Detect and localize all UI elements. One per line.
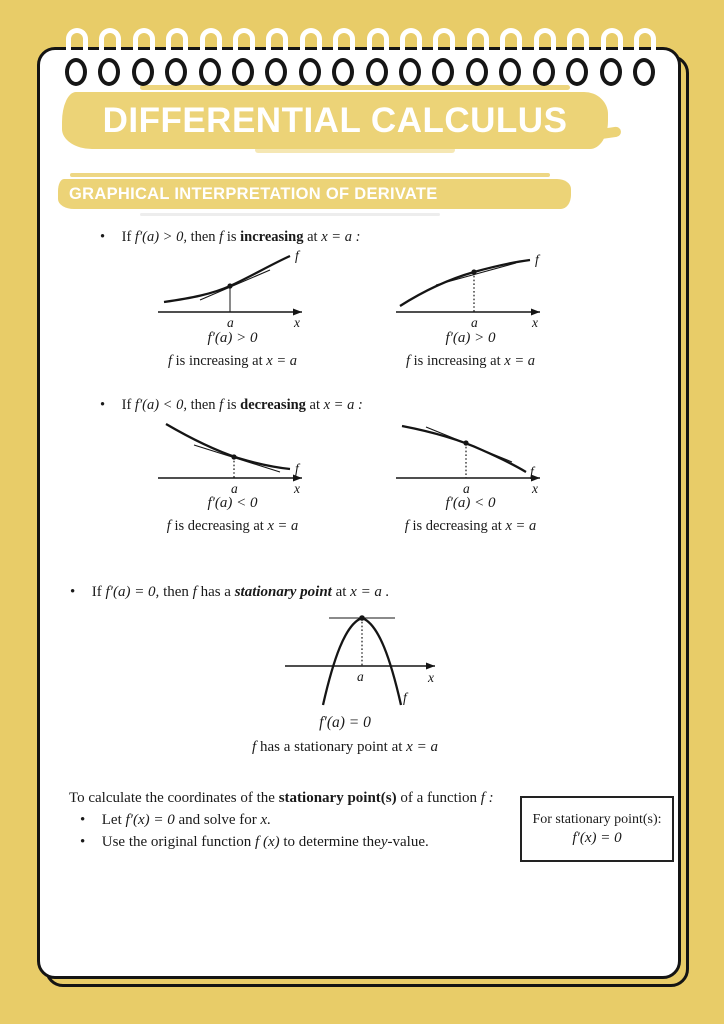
title-banner	[62, 92, 608, 149]
bullet-marker	[70, 584, 88, 601]
math-expression: x = a .	[350, 584, 390, 600]
binder-ring-icon	[533, 58, 555, 86]
math-expression: x.	[260, 812, 271, 828]
binder-loop-icon	[99, 28, 121, 61]
math-expression: x = a :	[323, 397, 363, 413]
curve-f-label: f	[295, 250, 299, 263]
keyword-bold: increasing	[240, 229, 304, 245]
math-expression: f (x)	[255, 834, 280, 850]
text-fragment: If	[121, 229, 132, 245]
caption-sentence: f is decreasing at x = a	[404, 518, 537, 534]
binder-ring-icon	[499, 58, 521, 86]
axis-a-label: a	[227, 315, 234, 330]
page-title: DIFFERENTIAL CALCULUS	[102, 100, 568, 140]
stationary-point-rule-box	[520, 796, 674, 862]
binder-ring-icon	[633, 58, 655, 86]
text-fragment: at	[307, 229, 318, 245]
text-fragment: -value.	[387, 834, 429, 850]
caption-expression: f′(a) > 0	[445, 330, 496, 346]
math-expression: f	[219, 229, 224, 245]
math-expression: f′(a) < 0,	[134, 397, 187, 413]
bullet-marker	[80, 812, 98, 829]
binder-loop-icon	[567, 28, 589, 61]
text-fragment: is	[226, 397, 237, 413]
caption-expression: f′(a) < 0	[445, 495, 496, 511]
section-underline-decoration	[140, 213, 440, 216]
text-fragment: has a	[200, 584, 231, 600]
text-fragment: then	[190, 229, 216, 245]
binding-rings	[64, 28, 654, 86]
axis-x-label: x	[428, 670, 434, 685]
binder-loop-icon	[367, 28, 389, 61]
axis-a-label: a	[471, 315, 478, 330]
binder-loop-icon	[601, 28, 623, 61]
section-streak-decoration	[70, 173, 550, 177]
axis-x-label: x	[532, 315, 538, 330]
binder-ring-icon	[566, 58, 588, 86]
binder-loop-icon	[200, 28, 222, 61]
procedure-intro	[69, 790, 494, 807]
axis-a-label: a	[463, 481, 470, 496]
binder-ring-icon	[332, 58, 354, 86]
bullet-marker	[100, 397, 118, 414]
binder-loop-icon	[133, 28, 155, 61]
graph-stationary-point-parabola	[283, 603, 445, 715]
procedure-step-2	[80, 834, 429, 851]
binder-ring-icon	[366, 58, 388, 86]
math-expression: f′(a) > 0,	[134, 229, 187, 245]
bullet-stationary-rule	[70, 584, 389, 601]
curve-f-label: f	[535, 252, 539, 267]
text-fragment: at	[309, 397, 320, 413]
math-expression: f′(x) = 0	[125, 812, 175, 828]
binder-ring-icon	[98, 58, 120, 86]
binder-loop-icon	[300, 28, 322, 61]
section-banner	[58, 179, 571, 209]
axis-x-label: x	[532, 481, 538, 496]
text-fragment: If	[91, 584, 102, 600]
caption-expression: f′(a) = 0	[319, 714, 371, 731]
caption-expression: f′(a) > 0	[207, 330, 258, 346]
rule-box-formula: f′(x) = 0	[572, 829, 622, 846]
binder-ring-icon	[466, 58, 488, 86]
keyword-bold: stationary point(s)	[278, 790, 397, 806]
math-expression: f	[219, 397, 224, 413]
binder-ring-icon	[432, 58, 454, 86]
binder-ring-icon	[132, 58, 154, 86]
text-fragment: of a function	[400, 790, 478, 806]
binder-loop-icon	[433, 28, 455, 61]
binder-ring-icon	[65, 58, 87, 86]
text-fragment: Let	[101, 812, 122, 828]
binder-ring-icon	[299, 58, 321, 86]
bullet-increasing-rule	[100, 229, 360, 246]
caption-sentence: f has a stationary point at x = a	[252, 739, 438, 755]
math-expression: f	[192, 584, 197, 600]
rule-box-title: For stationary point(s):	[532, 811, 662, 827]
binder-loop-icon	[333, 28, 355, 61]
curve-f-label: f	[295, 461, 299, 476]
curve-f-label: f	[530, 464, 534, 479]
keyword-bold-italic: stationary point	[234, 584, 332, 600]
axis-x-label: x	[294, 481, 300, 496]
caption-sentence: f is decreasing at x = a	[166, 518, 299, 534]
text-fragment: is	[226, 229, 237, 245]
bullet-marker	[80, 834, 98, 851]
binder-ring-icon	[232, 58, 254, 86]
bullet-decreasing-rule	[100, 397, 363, 414]
math-expression: f′(a) = 0,	[105, 584, 160, 600]
keyword-bold: decreasing	[240, 397, 306, 413]
binder-loop-icon	[534, 28, 556, 61]
axis-a-label: a	[357, 669, 364, 684]
text-fragment: then	[190, 397, 216, 413]
bullet-marker	[100, 229, 118, 246]
binder-ring-icon	[600, 58, 622, 86]
binder-loop-icon	[233, 28, 255, 61]
caption-expression: f′(a) < 0	[207, 495, 258, 511]
procedure-step-1	[80, 812, 271, 829]
section-title: GRAPHICAL INTERPRETATION OF DERIVATE	[69, 184, 438, 203]
text-fragment: If	[121, 397, 132, 413]
text-fragment: at	[335, 584, 347, 600]
math-expression: y	[380, 834, 388, 850]
binder-loop-icon	[467, 28, 489, 61]
binder-loop-icon	[500, 28, 522, 61]
binder-ring-icon	[165, 58, 187, 86]
text-fragment: and solve for	[178, 812, 257, 828]
text-fragment: then	[163, 584, 189, 600]
binder-loop-icon	[634, 28, 656, 61]
brush-speckle-decoration	[255, 147, 455, 153]
math-expression: x = a :	[321, 229, 361, 245]
axis-a-label: a	[231, 481, 238, 496]
caption-sentence: f is increasing at x = a	[168, 353, 297, 369]
binder-loop-icon	[400, 28, 422, 61]
math-expression: f :	[480, 790, 494, 806]
text-fragment: to determine the	[283, 834, 381, 850]
caption-sentence: f is increasing at x = a	[406, 353, 535, 369]
binder-ring-icon	[265, 58, 287, 86]
text-fragment: Use the original function	[101, 834, 252, 850]
binder-ring-icon	[199, 58, 221, 86]
binder-loop-icon	[66, 28, 88, 61]
binder-loop-icon	[266, 28, 288, 61]
binder-ring-icon	[399, 58, 421, 86]
axis-x-label: x	[294, 315, 300, 330]
curve-f-label: f	[403, 690, 407, 705]
binder-loop-icon	[166, 28, 188, 61]
text-fragment: To calculate the coordinates of the	[69, 790, 275, 806]
